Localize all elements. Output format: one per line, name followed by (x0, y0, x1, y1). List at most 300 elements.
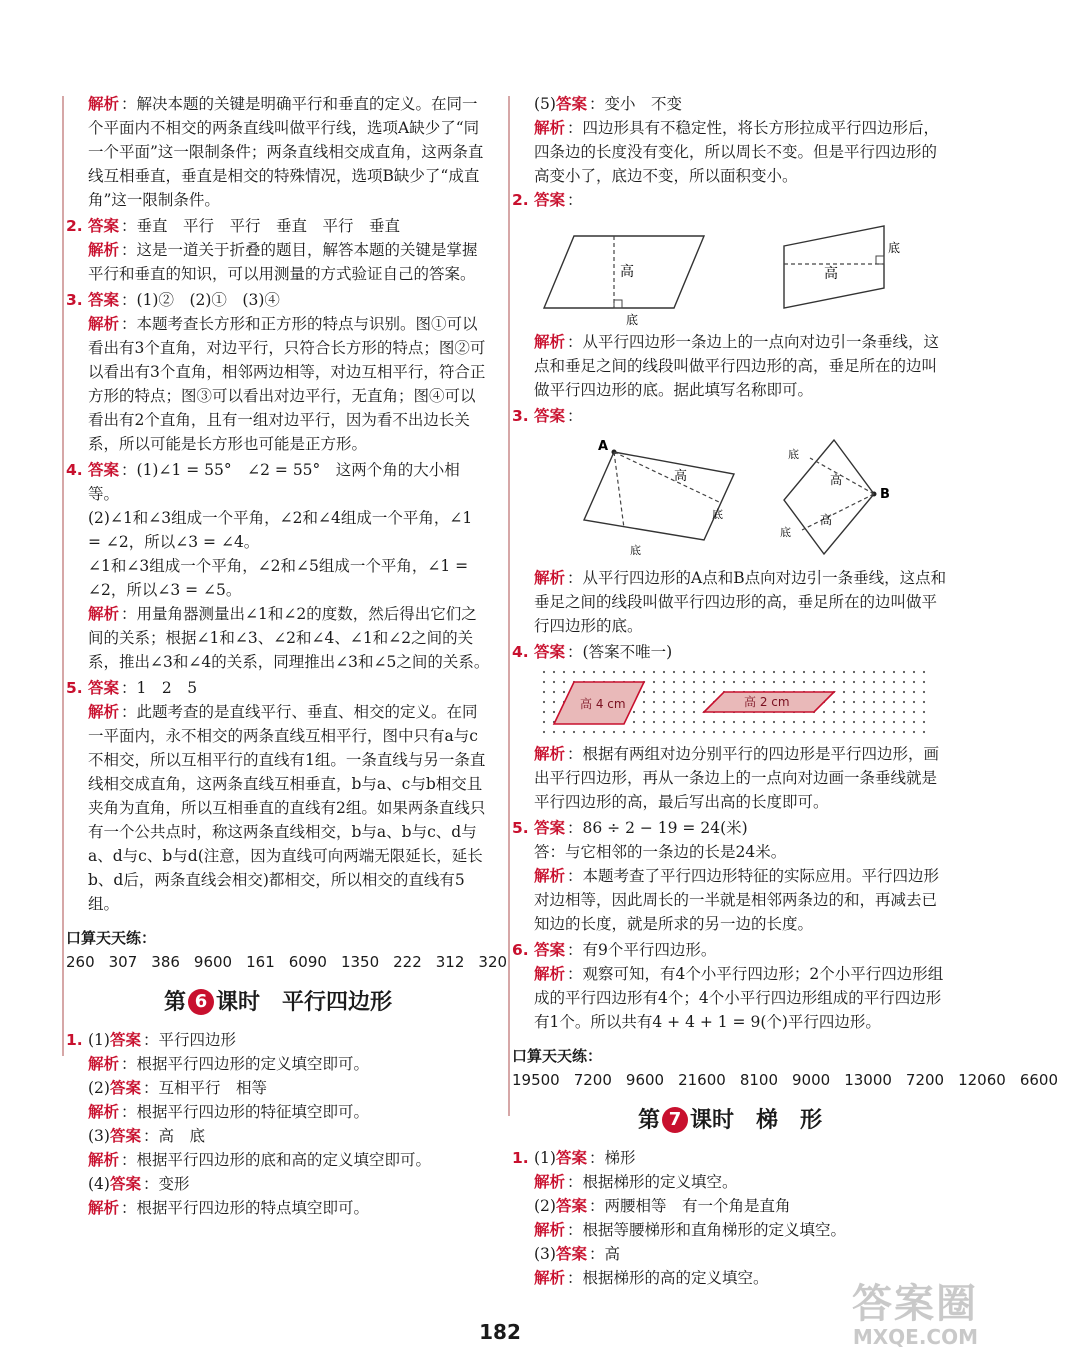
answer-label: 答案 (534, 643, 566, 661)
grid-dot (683, 691, 685, 693)
grid-dot (693, 701, 695, 703)
grid-dot (653, 681, 655, 683)
grid-dot (773, 671, 775, 673)
grid-dot (843, 701, 845, 703)
daily-calc-left (66, 926, 508, 974)
grid-dot (673, 671, 675, 673)
grid-dot (693, 721, 695, 723)
grid-dot (673, 731, 675, 733)
daily-calc-value: 1350 (340, 953, 380, 971)
text-row (512, 1146, 948, 1170)
grid-dot (663, 711, 665, 713)
grid-dot (803, 731, 805, 733)
left-column-bar (62, 96, 64, 1056)
row-text: ：根据平行四边形的底和高的定义填空即可。 (121, 1151, 432, 1169)
daily-calc-value: 260 (66, 953, 95, 971)
grid-dot (873, 731, 875, 733)
grid-dot (643, 721, 645, 723)
question-item (66, 458, 490, 674)
text-row (534, 1170, 948, 1194)
grid-dot (573, 731, 575, 733)
row-text: ：用量角器测量出∠1和∠2的度数，然后得出它们之间的关系；根据∠1和∠3、∠2和∠4、∠1和∠2之间的关系，推出∠3和∠4的关系，同理推出∠3和∠5之间的关系。 (88, 605, 490, 671)
grid-dot (683, 731, 685, 733)
grid-dot (673, 691, 675, 693)
analysis-label: 解析 (88, 1151, 120, 1169)
analysis-label: 解析 (88, 241, 120, 259)
daily-calc-value: 19500 (512, 1071, 560, 1089)
grid-dot (543, 701, 545, 703)
answer-label: 答案 (88, 679, 120, 697)
analysis-text: ：根据有两组对边分别平行的四边形是平行四边形，画出平行四边形，再从一条边上的一点向对边画一条垂线就是平行四边形的高，最后写出高的长度即可。 (534, 745, 940, 811)
right-angle-mark (876, 256, 884, 264)
daily-calc-value: 9600 (625, 1071, 665, 1089)
grid-dot (833, 681, 835, 683)
grid-dot (643, 701, 645, 703)
sub-number: (1) (88, 1031, 110, 1049)
grid-dot (643, 731, 645, 733)
grid-dot (723, 731, 725, 733)
text-row (88, 1196, 490, 1220)
answer-label: 答案 (88, 217, 120, 235)
grid-dot (763, 671, 765, 673)
grid-dot (753, 671, 755, 673)
grid-dot (613, 731, 615, 733)
answer-label: 答案 (109, 1127, 141, 1145)
row-text: ：垂直 平行 平行 垂直 平行 垂直 (121, 217, 401, 235)
grid-dot (763, 721, 765, 723)
answer-label: 答案 (534, 191, 566, 209)
grid-dot (843, 721, 845, 723)
parallelogram-a (584, 452, 734, 540)
lesson-7-title (512, 1106, 948, 1136)
text-row (88, 238, 490, 286)
svg-text:底: 底 (780, 526, 791, 539)
row-text: ：根据平行四边形的特点填空即可。 (121, 1199, 370, 1217)
grid-dot (603, 731, 605, 733)
question-number: 4. (66, 461, 83, 479)
lesson-6-title (66, 988, 490, 1018)
lesson-prefix: 第 (637, 1108, 660, 1133)
height-label-a: 高 (674, 469, 688, 484)
analysis-text: ：本题考查了平行四边形特征的实际应用。平行四边形对边相等，因此周长的一半就是相邻两条边的和，再减去已知边的长度，就是所求的另一边的长度。 (534, 867, 940, 933)
grid-dot (903, 671, 905, 673)
grid-dot (563, 681, 565, 683)
text-row (88, 1172, 490, 1196)
answer-colon: ： (567, 407, 583, 425)
grid-dot (803, 721, 805, 723)
daily-calc-value: 307 (108, 953, 138, 971)
answer-label: 答案 (534, 819, 566, 837)
answer-text: ：(答案不唯一) (567, 643, 673, 661)
grid-dot (713, 671, 715, 673)
grid-dot (663, 701, 665, 703)
grid-dot (673, 681, 675, 683)
grid-dot (853, 711, 855, 713)
grid-dot (643, 671, 645, 673)
grid-dot (883, 691, 885, 693)
watermark-logo: 答案圈 (852, 1281, 978, 1327)
grid-dot (653, 731, 655, 733)
answer-label: 答案 (109, 1031, 141, 1049)
row-text: ：(1)② (2)① (3)④ (121, 291, 280, 309)
answer-line-2: 答：与它相邻的一条边的长是24米。 (534, 843, 787, 861)
point-b-label: B (880, 487, 890, 502)
grid-dot (703, 721, 705, 723)
grid-dot (923, 701, 925, 703)
sub-number: (3) (534, 1245, 556, 1263)
answer-label: 答案 (555, 1245, 587, 1263)
grid-dot (543, 721, 545, 723)
grid-dot (713, 691, 715, 693)
grid-dot (913, 691, 915, 693)
lesson-number-badge: 6 (188, 989, 214, 1015)
grid-dot (673, 701, 675, 703)
answer-label: 答案 (555, 1149, 587, 1167)
grid-dot (833, 721, 835, 723)
row-text: ：1 2 5 (121, 679, 198, 697)
height-label-2: 高 2 cm (744, 695, 790, 709)
grid-dot (853, 721, 855, 723)
row-text: ：互相平行 相等 (142, 1079, 267, 1097)
grid-dot (903, 691, 905, 693)
row-text: ：变形 (142, 1175, 190, 1193)
grid-dot (843, 671, 845, 673)
row-text: ：(1)∠1 = 55° ∠2 = 55° 这两个角的大小相等。 (88, 461, 460, 503)
grid-dot (603, 671, 605, 673)
analysis-label: 解析 (88, 703, 120, 721)
row-text: ：四边形具有不稳定性，将长方形拉成平行四边形后，四条边的长度没有变化，所以周长不变。但是平行四边形的高变小了，底边不变，所以面积变小。 (534, 119, 940, 185)
row-text: ：变小 不变 (588, 95, 682, 113)
grid-dot (833, 711, 835, 713)
grid-dot (923, 731, 925, 733)
grid-dot (583, 731, 585, 733)
analysis-text: ：观察可知，有4个小平行四边形；2个小平行四边形组成的平行四边形有4个；4个小平行四边形组成的平行四边形有1个。所以共有4 + 4 + 1 = 9(个)平行四边形。 (534, 965, 944, 1031)
grid-dot (743, 731, 745, 733)
grid-dot (883, 701, 885, 703)
analysis-label: 解析 (88, 95, 120, 113)
question-4 (512, 640, 948, 814)
height-line-a (614, 452, 624, 528)
lesson-6-items (66, 1028, 490, 1220)
grid-dot (813, 681, 815, 683)
grid-dot (803, 681, 805, 683)
grid-dot (713, 721, 715, 723)
row-text: ：两腰相等 有一个角是直角 (588, 1197, 791, 1215)
question-number: 5. (66, 679, 83, 697)
question-number: 6. (512, 941, 529, 959)
question-item (66, 1028, 490, 1220)
daily-calc-value: 6600 (1019, 1071, 1058, 1089)
question-item (66, 676, 490, 916)
grid-dot (873, 701, 875, 703)
daily-calc-value: 7200 (573, 1071, 612, 1089)
question-number: 3. (512, 407, 529, 425)
dot-grid-figure (534, 668, 934, 738)
grid-dot (663, 681, 665, 683)
daily-calc-label: 口算天天练： (66, 929, 157, 947)
grid-dot (623, 731, 625, 733)
grid-dot (723, 681, 725, 683)
lesson-number-badge: 7 (662, 1107, 688, 1133)
grid-dot (703, 681, 705, 683)
analysis-label: 解析 (88, 1055, 120, 1073)
right-angle-mark (614, 300, 622, 308)
answer-label: 答案 (109, 1079, 141, 1097)
question-item (512, 1146, 948, 1290)
grid-dot (923, 721, 925, 723)
grid-dot (593, 671, 595, 673)
daily-calc-value: 386 (151, 953, 180, 971)
question-5 (512, 816, 948, 936)
grid-dot (693, 731, 695, 733)
grid-dot (663, 731, 665, 733)
text-row (66, 1028, 490, 1052)
lesson-name: 课时 梯 形 (690, 1108, 823, 1133)
grid-dot (663, 691, 665, 693)
grid-dot (663, 721, 665, 723)
grid-dot (763, 731, 765, 733)
question-item (66, 214, 490, 286)
text-row (66, 214, 490, 238)
grid-dot (703, 691, 705, 693)
grid-dot (783, 681, 785, 683)
text-row (512, 116, 948, 188)
grid-dot (783, 671, 785, 673)
grid-dot (653, 711, 655, 713)
grid-dot (723, 671, 725, 673)
grid-dot (913, 711, 915, 713)
grid-dot (673, 711, 675, 713)
grid-dot (543, 681, 545, 683)
grid-dot (913, 681, 915, 683)
grid-dot (753, 681, 755, 683)
grid-dot (743, 671, 745, 673)
grid-dot (883, 711, 885, 713)
grid-dot (643, 691, 645, 693)
analysis-text: ：从平行四边形的A点和B点向对边引一条垂线，这点和垂足之间的线段叫做平行四边形的高，垂足所在的边叫做平行四边形的底。 (534, 569, 947, 635)
row-text: (2)∠1和∠3组成一个平角，∠2和∠4组成一个平角，∠1 = ∠2，所以∠3 = ∠4。 (88, 509, 473, 551)
text-row (88, 92, 490, 212)
grid-dot (733, 671, 735, 673)
text-row (534, 1242, 948, 1266)
grid-dot (553, 671, 555, 673)
base-label-left: 底 (626, 313, 639, 327)
grid-dot (823, 721, 825, 723)
grid-dot (883, 671, 885, 673)
text-row (534, 1218, 948, 1242)
grid-dot (553, 681, 555, 683)
grid-dot (733, 721, 735, 723)
daily-calc-value: 6090 (288, 953, 327, 971)
grid-dot (753, 721, 755, 723)
grid-dot (633, 671, 635, 673)
row-text: ：梯形 (588, 1149, 636, 1167)
daily-calc-values (512, 1071, 1072, 1089)
grid-dot (593, 731, 595, 733)
grid-dot (683, 711, 685, 713)
grid-dot (883, 681, 885, 683)
grid-dot (913, 671, 915, 673)
grid-dot (923, 681, 925, 683)
grid-dot (923, 691, 925, 693)
row-text: ：高 (588, 1245, 620, 1263)
grid-dot (713, 681, 715, 683)
grid-dot (553, 691, 555, 693)
grid-dot (843, 731, 845, 733)
grid-dot (683, 721, 685, 723)
text-row (88, 506, 490, 554)
grid-dot (793, 671, 795, 673)
grid-dot (773, 721, 775, 723)
analysis-text: ：从平行四边形一条边上的一点向对边引一条垂线，这点和垂足之间的线段叫做平行四边形的高，垂足所在的边叫做平行四边形的底。据此填写名称即可。 (534, 333, 940, 399)
grid-dot (873, 681, 875, 683)
grid-dot (893, 681, 895, 683)
grid-dot (863, 721, 865, 723)
grid-dot (683, 701, 685, 703)
grid-dot (863, 671, 865, 673)
analysis-label: 解析 (534, 569, 566, 587)
grid-dot (893, 721, 895, 723)
grid-dot (853, 701, 855, 703)
grid-dot (833, 731, 835, 733)
row-text: ：平行四边形 (142, 1031, 236, 1049)
analysis-label: 解析 (534, 965, 566, 983)
grid-dot (793, 731, 795, 733)
grid-dot (903, 681, 905, 683)
parallelogram-height-figure (534, 216, 914, 326)
grid-dot (773, 731, 775, 733)
grid-dot (843, 691, 845, 693)
answer-label: 答案 (534, 407, 566, 425)
grid-dot (833, 671, 835, 673)
row-text: ∠1和∠3组成一个平角，∠2和∠5组成一个平角，∠1 = ∠2，所以∠3 = ∠5。 (88, 557, 469, 599)
answer-label: 答案 (555, 1197, 587, 1215)
text-row (534, 1194, 948, 1218)
daily-calc-value: 222 (393, 953, 422, 971)
grid-dot (583, 671, 585, 673)
svg-text:高: 高 (820, 513, 833, 527)
analysis-label: 解析 (534, 745, 566, 763)
answer-label: 答案 (88, 291, 120, 309)
text-row (88, 1148, 490, 1172)
grid-dot (823, 681, 825, 683)
text-row (512, 92, 948, 116)
grid-dot (843, 681, 845, 683)
daily-calc-value: 9000 (792, 1071, 831, 1089)
grid-dot (563, 691, 565, 693)
sub-number: (1) (534, 1149, 556, 1167)
row-text: ：根据平行四边形的特征填空即可。 (121, 1103, 370, 1121)
grid-dot (903, 711, 905, 713)
grid-dot (693, 671, 695, 673)
grid-dot (543, 731, 545, 733)
base-label-a: 底 (630, 544, 641, 557)
grid-dot (823, 711, 825, 713)
text-row (88, 312, 490, 456)
question-number: 4. (512, 643, 529, 661)
grid-dot (733, 731, 735, 733)
grid-dot (853, 691, 855, 693)
grid-dot (743, 681, 745, 683)
question-item (66, 288, 490, 456)
row-text: ：解决本题的关键是明确平行和垂直的定义。在同一个平面内不相交的两条直线叫做平行线，选项A缺少了“同一个平面”这一限制条件；两条直线相交成直角，这两条直线互相垂直，垂直是相交的特殊情况，选项B缺少了“成直角”这一限制条件。 (88, 95, 484, 209)
left-items (66, 92, 490, 916)
daily-calc-value: 8100 (739, 1071, 778, 1089)
grid-dot (923, 711, 925, 713)
grid-dot (823, 671, 825, 673)
daily-calc-value: 13000 (844, 1071, 892, 1089)
grid-dot (633, 731, 635, 733)
analysis-label: 解析 (534, 1221, 566, 1239)
question-number: 1. (512, 1149, 529, 1167)
grid-dot (813, 731, 815, 733)
grid-dot (623, 671, 625, 673)
answer-label: 答案 (109, 1175, 141, 1193)
analysis-label: 解析 (534, 333, 566, 351)
analysis-label: 解析 (534, 1269, 566, 1287)
grid-dot (653, 721, 655, 723)
grid-dot (633, 721, 635, 723)
question-2 (512, 188, 948, 402)
grid-dot (563, 671, 565, 673)
question-3 (512, 404, 948, 638)
parallelogram-ab-figure (534, 432, 914, 562)
grid-dot (553, 701, 555, 703)
left-column (66, 92, 508, 1222)
grid-dot (923, 671, 925, 673)
grid-dot (793, 681, 795, 683)
grid-dot (553, 711, 555, 713)
base-label-b: 底 (788, 448, 799, 461)
grid-dot (723, 721, 725, 723)
daily-calc-value: 161 (246, 953, 275, 971)
grid-dot (773, 681, 775, 683)
grid-dot (903, 701, 905, 703)
grid-dot (733, 681, 735, 683)
text-row (88, 554, 490, 602)
text-row (66, 458, 490, 506)
grid-dot (663, 671, 665, 673)
height-label-b: 高 (830, 473, 843, 487)
daily-calc-value: 312 (435, 953, 465, 971)
daily-calc-value: 21600 (678, 1071, 726, 1089)
daily-calc-values (66, 953, 521, 971)
question-number: 5. (512, 819, 529, 837)
question-number: 3. (66, 291, 83, 309)
daily-calc-value: 7200 (905, 1071, 945, 1089)
right-column (512, 92, 1058, 1292)
grid-dot (883, 721, 885, 723)
grid-dot (543, 691, 545, 693)
grid-dot (893, 701, 895, 703)
grid-dot (873, 691, 875, 693)
grid-dot (683, 681, 685, 683)
row-text: ：本题考查长方形和正方形的特点与识别。图①可以看出有3个直角，对边平行，只符合长方形的特点；图②可以看出有3个直角，相邻两边相等，对边互相平行，符合正方形的特点；图③可以看出对边平行，无直角；图④可以看出有2个直角，且有一组对边平行，因为看不出边长关系，所以可能是长方形也可能是正方形。 (88, 315, 486, 453)
text-row (66, 676, 490, 700)
grid-dot (893, 671, 895, 673)
grid-dot (543, 711, 545, 713)
row-text: ：根据梯形的定义填空。 (567, 1173, 738, 1191)
grid-dot (863, 691, 865, 693)
grid-dot (863, 731, 865, 733)
row-text: ：根据平行四边形的定义填空即可。 (121, 1055, 370, 1073)
grid-dot (753, 731, 755, 733)
watermark (852, 1283, 978, 1349)
grid-dot (913, 701, 915, 703)
sub-number: (5) (534, 95, 556, 113)
svg-text:底: 底 (712, 508, 723, 521)
lesson-name: 课时 平行四边形 (216, 990, 393, 1015)
